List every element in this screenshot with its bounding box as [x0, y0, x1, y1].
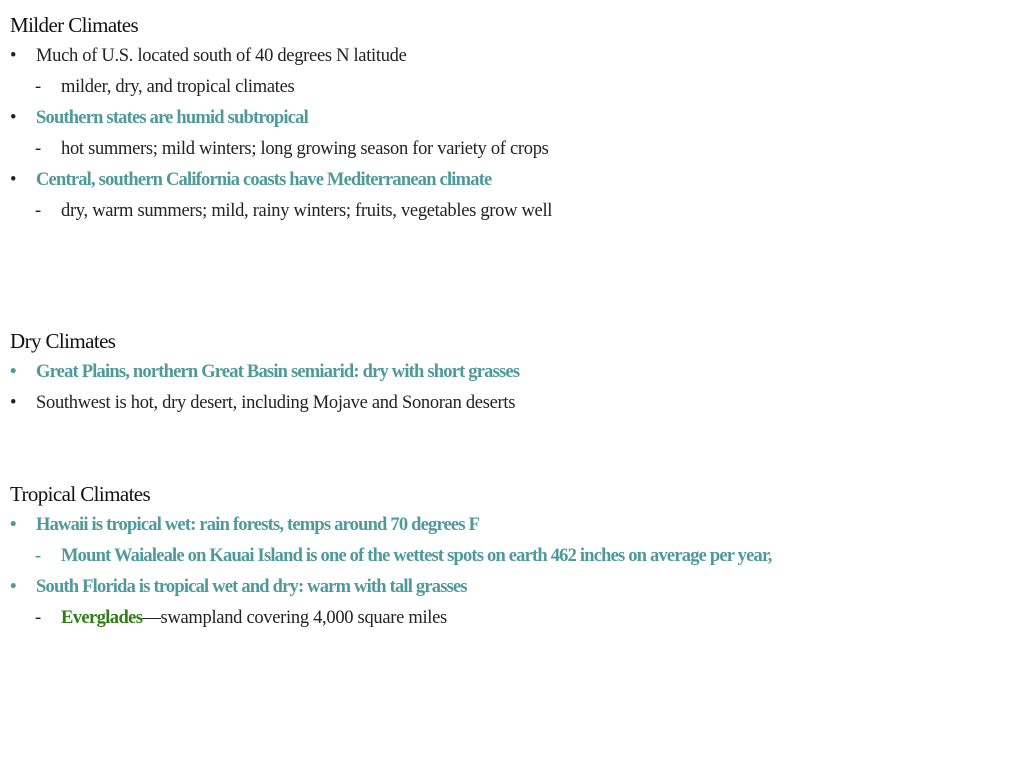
- bullet-marker: •: [10, 108, 17, 128]
- dry-climates-section: [10, 326, 1010, 419]
- bullet-marker: •: [10, 362, 16, 382]
- sub-list-item: [10, 72, 1010, 103]
- sub-bullet-text: dry, warm summers; mild, rainy winters; fruits, vegetables grow well: [61, 201, 553, 221]
- sub-list-item: [10, 196, 1010, 227]
- bullet-text-highlight: Southern states are humid subtropical: [36, 108, 308, 128]
- bullet-text-highlight: Central, southern California coasts have Mediterranean climate: [36, 170, 492, 190]
- list-item: [10, 388, 1010, 419]
- tropical-climates-heading: Tropical Climates: [10, 482, 151, 506]
- bullet-marker: •: [10, 577, 16, 597]
- tropical-climates-section: [10, 479, 1010, 634]
- sub-bullet-text: milder, dry, and tropical climates: [61, 77, 295, 97]
- bullet-marker: •: [10, 515, 16, 535]
- milder-climates-section: [10, 10, 1010, 227]
- dash-marker: -: [35, 139, 41, 159]
- milder-climates-heading: Milder Climates: [10, 13, 139, 37]
- list-item: [10, 103, 1010, 134]
- dash-marker: -: [35, 201, 41, 221]
- sub-bullet-text: hot summers; mild winters; long growing season for variety of crops: [61, 139, 549, 159]
- dash-marker: -: [35, 608, 41, 628]
- sub-list-item: [10, 603, 1010, 634]
- sub-bullet-text: [61, 603, 447, 634]
- bullet-text-highlight: Great Plains, northern Great Basin semiarid: dry with short grasses: [36, 362, 520, 382]
- dash-marker: -: [35, 77, 41, 97]
- list-item: [10, 165, 1010, 196]
- bullet-marker: •: [10, 46, 17, 66]
- bullet-text-highlight: South Florida is tropical wet and dry: warm with tall grasses: [36, 577, 467, 597]
- everglades-description: —swampland covering 4,000 square miles: [142, 608, 447, 628]
- bullet-text: Much of U.S. located south of 40 degrees N latitude: [36, 46, 407, 66]
- sub-list-item: [10, 134, 1010, 165]
- dry-climates-heading: Dry Climates: [10, 329, 116, 353]
- everglades-term: Everglades: [61, 608, 143, 628]
- sub-list-item: [10, 541, 1010, 572]
- bullet-marker: •: [10, 170, 17, 190]
- sub-bullet-text-highlight: Mount Waialeale on Kauai Island is one of the wettest spots on earth 462 inches on average per year,: [61, 546, 772, 566]
- list-item: [10, 572, 1010, 603]
- bullet-marker: •: [10, 393, 17, 413]
- list-item: [10, 357, 1010, 388]
- dash-marker: -: [35, 546, 41, 566]
- bullet-text-highlight: Hawaii is tropical wet: rain forests, temps around 70 degrees F: [36, 515, 480, 535]
- list-item: [10, 510, 1010, 541]
- list-item: [10, 41, 1010, 72]
- bullet-text: Southwest is hot, dry desert, including Mojave and Sonoran deserts: [36, 393, 516, 413]
